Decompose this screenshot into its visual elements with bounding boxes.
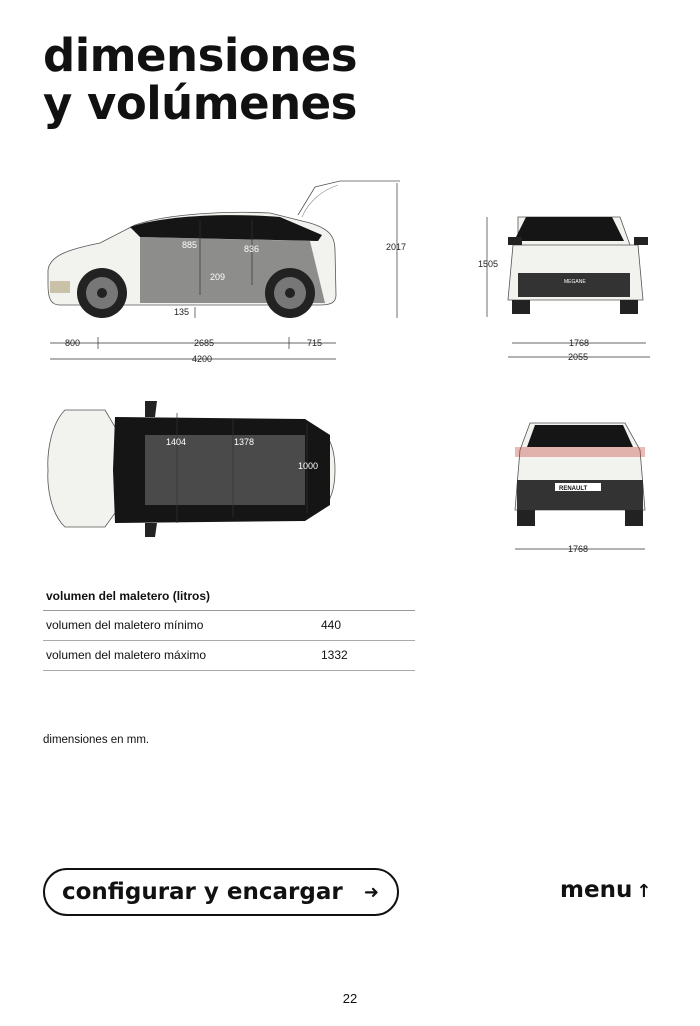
units-note: dimensiones en mm.	[43, 734, 150, 746]
menu-label: menu	[560, 877, 633, 903]
front-width-mirrors-label: 2055	[568, 352, 589, 362]
total-length-label: 4200	[192, 354, 213, 364]
trunk-volume-table	[43, 589, 415, 671]
front-view-diagram	[478, 205, 658, 365]
top-length-rear-label: 1378	[234, 437, 255, 447]
row-label: volumen del maletero máximo	[43, 641, 321, 671]
height-tailgate-label: 2017	[386, 242, 407, 252]
row-value: 1332	[321, 641, 415, 671]
title-line-2: y volúmenes	[43, 77, 357, 130]
trunk-length-label: 1000	[298, 461, 319, 471]
front-height-label: 1505	[478, 259, 499, 269]
wheelbase-label: 2685	[194, 338, 215, 348]
table-row	[43, 641, 415, 671]
arrow-right-icon: ➜	[363, 881, 379, 903]
row-label: volumen del maletero mínimo	[43, 611, 321, 641]
title-line-1: dimensiones	[43, 29, 358, 82]
arrow-up-icon: ↑	[636, 881, 652, 902]
car-side-illustration	[48, 181, 400, 318]
car-top-illustration	[48, 401, 335, 537]
top-view-diagram	[45, 395, 340, 543]
car-rear-illustration	[515, 423, 645, 526]
front-overhang-label: 800	[65, 338, 81, 348]
headroom-rear-label: 836	[244, 244, 260, 254]
rear-view-diagram	[505, 415, 655, 560]
front-width-label: 1768	[569, 338, 590, 348]
rear-overhang-label: 715	[307, 338, 323, 348]
page-title	[43, 29, 358, 130]
ground-clearance-label: 135	[174, 307, 190, 317]
page-number: 22	[342, 991, 358, 1006]
car-front-illustration	[508, 217, 648, 314]
side-view-diagram	[40, 175, 415, 370]
legroom-rear-label: 209	[210, 272, 226, 282]
headroom-front-label: 885	[182, 240, 198, 250]
table-header: volumen del maletero (litros)	[43, 589, 415, 611]
front-badge: MEGANE	[564, 279, 586, 285]
cta-label: configurar y encargar	[62, 879, 343, 905]
rear-width-label: 1768	[568, 544, 589, 554]
rear-badge: RENAULT	[559, 486, 588, 492]
row-value: 440	[321, 611, 415, 641]
configure-order-button[interactable]	[43, 868, 399, 916]
table-header-row	[43, 589, 415, 611]
top-length-front-label: 1404	[166, 437, 187, 447]
table-row	[43, 611, 415, 641]
menu-link[interactable]	[560, 877, 651, 903]
